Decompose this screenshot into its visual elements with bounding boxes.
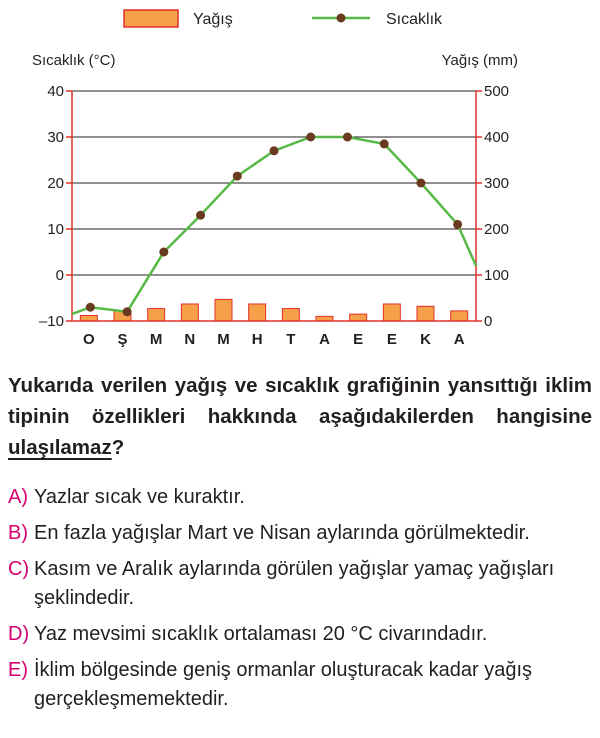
- precipitation-bar: [148, 309, 165, 321]
- left-tick-label: 30: [47, 129, 64, 146]
- precipitation-bar: [417, 306, 434, 321]
- option-b[interactable]: B) En fazla yağışlar Mart ve Nisan aylarında görülmektedir.: [8, 522, 530, 544]
- month-label: Ş: [117, 331, 128, 348]
- temperature-point: [86, 303, 95, 312]
- right-tick-label: 200: [484, 221, 510, 238]
- month-label: T: [286, 331, 296, 348]
- option-a[interactable]: A) Yazlar sıcak ve kuraktır.: [8, 486, 245, 508]
- left-tick-label: 40: [47, 83, 64, 100]
- precipitation-bar: [181, 304, 198, 321]
- temperature-point: [270, 146, 279, 155]
- precipitation-bar: [80, 315, 97, 321]
- precipitation-bar: [350, 314, 367, 321]
- legend-line-marker: [337, 14, 346, 23]
- left-tick-label: 0: [55, 267, 64, 284]
- month-label: A: [453, 331, 465, 348]
- option-c[interactable]: C) Kasım ve Aralık aylarında görülen yağışlar yamaç yağışları şeklindedir.: [8, 558, 555, 609]
- question-emphasis: ulaşılamaz: [8, 436, 112, 459]
- temperature-point: [306, 133, 315, 142]
- precipitation-bar: [282, 309, 299, 321]
- precipitation-bar: [383, 304, 400, 321]
- right-tick-label: 400: [484, 129, 510, 146]
- left-tick-label: 10: [47, 221, 64, 238]
- month-label: M: [149, 331, 163, 348]
- legend-bar-swatch: [124, 10, 178, 27]
- month-label: E: [353, 331, 364, 348]
- right-tick-label: 300: [484, 175, 510, 192]
- month-label: O: [82, 331, 95, 348]
- month-label: E: [386, 331, 397, 348]
- temperature-point: [453, 220, 462, 229]
- option-d[interactable]: D) Yaz mevsimi sıcaklık ortalaması 20 °C civarındadır.: [8, 623, 488, 645]
- climate-chart: [0, 0, 600, 360]
- month-label: A: [319, 331, 330, 348]
- left-tick-label: 20: [47, 175, 64, 192]
- temperature-point: [159, 248, 168, 257]
- precipitation-bar: [451, 311, 468, 321]
- legend-bar-label: Yağış: [193, 11, 233, 28]
- month-label: H: [251, 331, 263, 348]
- left-tick-label: –10: [38, 313, 64, 330]
- answer-options: [8, 483, 596, 721]
- precipitation-bar: [215, 299, 232, 321]
- legend-line-label: Sıcaklık: [386, 11, 443, 28]
- month-label: K: [420, 331, 431, 348]
- question-text: Yukarıda verilen yağış ve sıcaklık grafiğinin yansıttığı iklim tipinin özellikleri hakkında aşağıdakilerden hangisine ulaşılamaz?: [8, 374, 592, 459]
- right-tick-label: 500: [484, 83, 510, 100]
- temperature-point: [123, 307, 132, 316]
- temperature-point: [233, 172, 242, 181]
- right-axis-title: Yağış (mm): [441, 52, 518, 69]
- temperature-line: [72, 137, 476, 314]
- right-tick-label: 100: [484, 267, 510, 284]
- option-e[interactable]: E) İklim bölgesinde geniş ormanlar oluşturacak kadar yağış gerçekleşmemektedir.: [8, 659, 533, 710]
- precipitation-bar: [249, 304, 266, 321]
- month-label: M: [217, 331, 230, 348]
- temperature-point: [196, 211, 205, 220]
- left-axis-title: Sıcaklık (°C): [32, 52, 116, 69]
- month-label: N: [184, 331, 196, 348]
- right-tick-label: 0: [484, 313, 493, 330]
- temperature-point: [416, 179, 425, 188]
- temperature-point: [380, 139, 389, 148]
- temperature-point: [343, 133, 352, 142]
